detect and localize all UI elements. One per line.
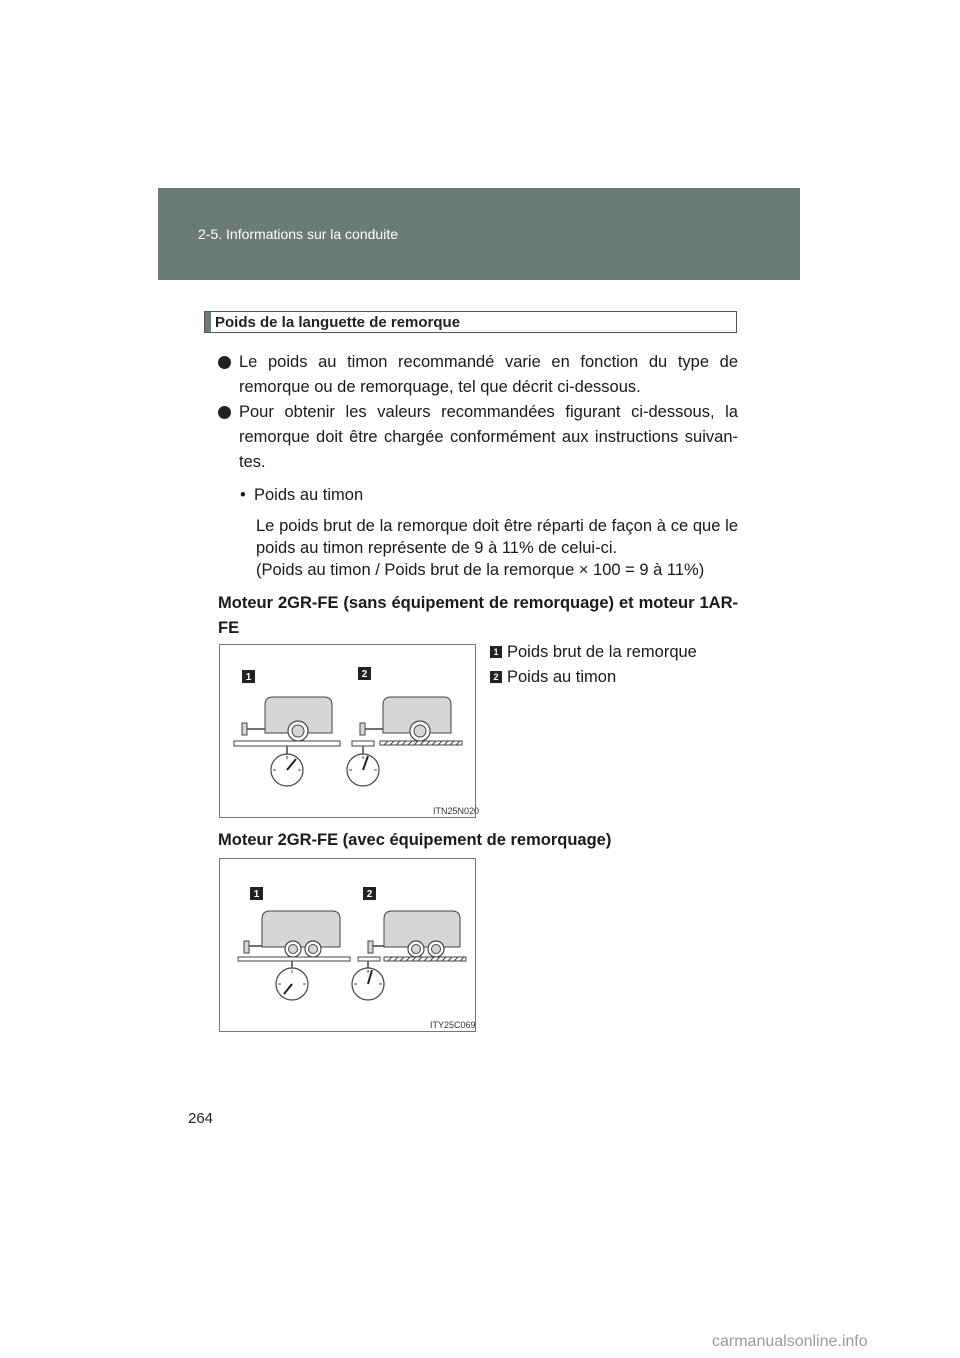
badge-1-label: 1 — [245, 672, 252, 683]
figure-code: ITN25N020 — [433, 806, 480, 816]
sub-item-title: Poids au timon — [254, 486, 364, 504]
figure-single-axle-trailer — [219, 644, 480, 818]
badge-1-label: 1 — [253, 889, 260, 900]
scale-dial-left-icon — [271, 754, 303, 786]
legend-badge-2-icon: 2 — [490, 671, 502, 683]
scale-platform-right — [358, 957, 380, 961]
tandem-trailer-right-icon — [368, 911, 460, 957]
section-breadcrumb: 2-5. Informations sur la conduite — [198, 226, 398, 242]
scale-platform-right — [352, 741, 374, 746]
tandem-trailer-left-icon — [244, 911, 340, 957]
engine-heading-1: Moteur 2GR-FE (sans équipement de remorquage) et moteur 1AR-FE — [218, 594, 738, 637]
bullet-dot-icon — [218, 406, 231, 419]
badge-2-label: 2 — [361, 669, 368, 680]
trailer-diagram-2 — [220, 859, 475, 1031]
bullet-item-1 — [218, 350, 738, 400]
sub-item — [240, 483, 363, 508]
legend-item-2 — [490, 665, 616, 690]
legend-label: Poids au timon — [507, 668, 617, 686]
heading-text: Poids de la languette de remorque — [215, 314, 461, 331]
heading-accent-bar — [205, 312, 211, 332]
engine-heading-2: Moteur 2GR-FE (avec équipement de remorquage) — [218, 831, 612, 849]
bullet-item-2 — [218, 400, 738, 475]
scale-platform-left — [238, 957, 350, 961]
trailer-diagram-1 — [220, 645, 475, 817]
figure-code: ITY25C069 — [430, 1020, 476, 1030]
scale-dial-right-icon — [352, 968, 384, 1000]
watermark-link[interactable]: carmanualsonline.info — [712, 1333, 868, 1350]
formula-line: (Poids au timon / Poids brut de la remorque × 100 = 9 à 11%) — [256, 561, 705, 579]
legend-label: Poids brut de la remorque — [507, 643, 697, 661]
figure-tandem-axle-trailer — [219, 858, 476, 1032]
legend-item-1 — [490, 640, 697, 665]
bullet-dot-icon — [218, 356, 231, 369]
page-number: 264 — [188, 1110, 214, 1127]
bullet-text: Le poids au timon recommandé varie en fonction du type de remorque ou de remorquage, tel que décrit ci-dessous. — [239, 353, 738, 396]
scale-dial-left-icon — [276, 968, 308, 1000]
header-band — [158, 188, 800, 280]
section-heading — [204, 311, 737, 333]
scale-platform-left — [234, 741, 340, 746]
sub-bullet: • — [240, 486, 246, 504]
trailer-left-icon — [242, 697, 332, 741]
badge-2-label: 2 — [366, 889, 373, 900]
bullet-text: Pour obtenir les valeurs recommandées figurant ci-dessous, la remorque doit être chargée conformément aux instructions suivan-tes. — [239, 403, 738, 471]
sub-paragraph: Le poids brut de la remorque doit être réparti de façon à ce que le poids au timon représente de 9 à 11% de celui-ci. — [256, 517, 738, 557]
scale-dial-right-icon — [347, 754, 379, 786]
legend-badge-1-icon: 1 — [490, 646, 502, 658]
trailer-right-icon — [360, 697, 451, 741]
